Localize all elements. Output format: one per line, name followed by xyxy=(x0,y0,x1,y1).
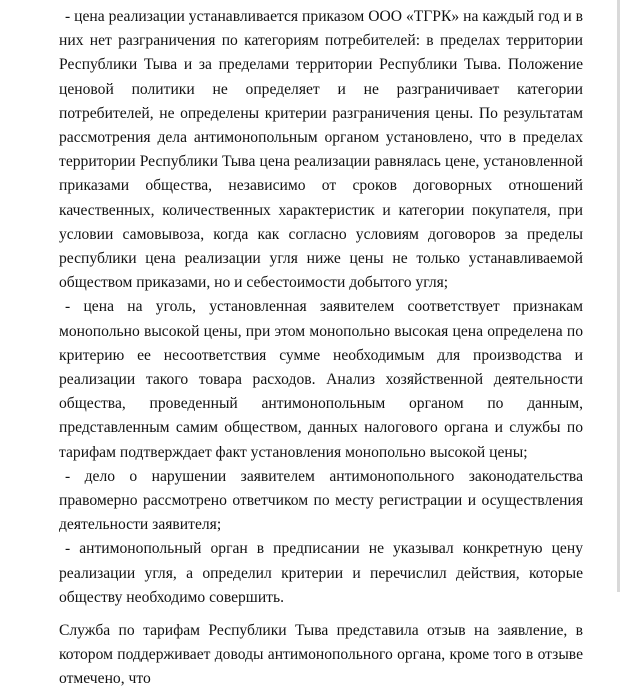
paragraph-prescription: - антимонопольный орган в предписании не указывал конкретную цену реализации угля, а определил критерии и перечислил действия, которые обществу необходимо совершить. xyxy=(59,540,583,606)
paragraph-monopoly-price: - цена на уголь, установленная заявителем соответствует признакам монопольно высокой цены, при этом монопольно высокая цена определена по критерию ее несоответствия сумме необходимым для производства и реализации такого товара расходов. Анализ хозяйственной деятельности общества, проведенный антимонопольным органом по данным, представленным самим обществом, данных налогового органа и службы по тарифам подтверждает факт установления монопольно высокой цены; xyxy=(59,298,583,461)
paragraph-jurisdiction: - дело о нарушении заявителем антимонопольного законодательства правомерно рассмотрено ответчиком по месту регистрации и осуществления деятельности заявителя; xyxy=(59,467,583,534)
document-body xyxy=(59,5,583,692)
paragraph-tariff-service: Служба по тарифам Республики Тыва представила отзыв на заявление, в котором поддерживает доводы антимонопольного органа, кроме того в отзыве отмечено, что xyxy=(59,622,583,688)
paragraph-price-setting: - цена реализации устанавливается приказом ООО «ТГРК» на каждый год и в них нет разграничения по категориям потребителей: в пределах территории Республики Тыва и за пределами территории Республики Тыва. Положение ценовой политики не определяет и не разграничивает категории потребителей, не определены критерии разграничения цены. По результатам рассмотрения дела антимонопольным органом установлено, что в пределах территории Республики Тыва цена реализации равнялась цене, установленной приказами общества, независимо от сроков договорных отношений качественных, количественных характеристик и категории покупателя, при условии самовывоза, когда как согласно условиям договоров за пределы республики цена реализации угля ниже цены не только устанавливаемой обществом приказами, но и себестоимости добытого угля; xyxy=(59,8,583,292)
